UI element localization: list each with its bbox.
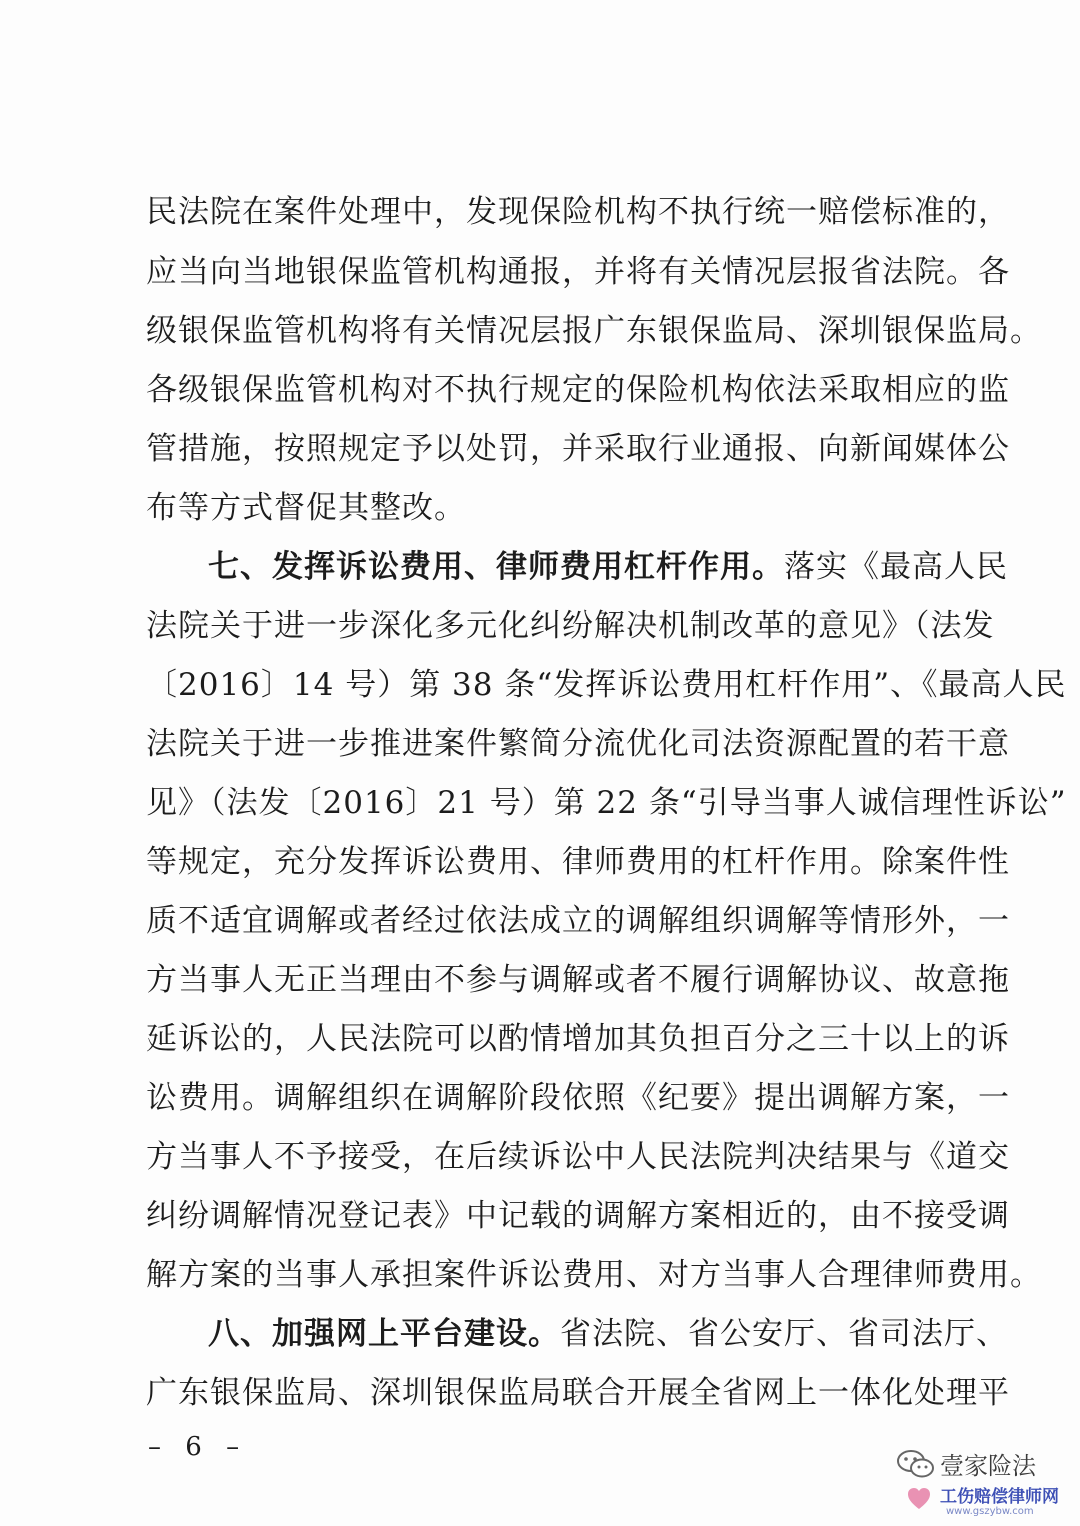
section-7-heading: 七、发挥诉讼费用、律师费用杠杆作用。 xyxy=(208,549,784,585)
watermark-title: 壹家险法 xyxy=(940,1452,1036,1480)
section-8-first-line-text: 省法院、省公安厅、省司法厅、 xyxy=(560,1316,1008,1352)
section-7-line: 法院关于进一步深化多元化纠纷解决机制改革的意见》（法发 xyxy=(146,608,995,644)
section-7-line: 法院关于进一步推进案件繁简分流优化司法资源配置的若干意 xyxy=(146,726,1010,762)
section-7-line: 〔2016〕14 号）第 38 条“发挥诉讼费用杠杆作用”、《最高人民 xyxy=(146,667,1067,703)
section-8-line: 广东银保监局、深圳银保监局联合开展全省网上一体化处理平 xyxy=(146,1375,1010,1411)
body-line-1: 民法院在案件处理中，发现保险机构不执行统一赔偿标准的， xyxy=(146,194,1010,230)
section-7-line: 纠纷调解情况登记表》中记载的调解方案相近的，由不接受调 xyxy=(146,1198,1010,1234)
heart-icon xyxy=(906,1486,932,1512)
section-8-first-line xyxy=(208,1314,1008,1354)
body-line-4: 各级银保监管机构对不执行规定的保险机构依法采取相应的监 xyxy=(146,372,1010,408)
body-line-6: 布等方式督促其整改。 xyxy=(146,490,466,526)
section-7-line: 见》（法发〔2016〕21 号）第 22 条“引导当事人诚信理性诉讼” xyxy=(146,785,1067,821)
section-7-line: 讼费用。调解组织在调解阶段依照《纪要》提出调解方案，一 xyxy=(146,1080,1010,1116)
section-7-line: 方当事人不予接受，在后续诉讼中人民法院判决结果与《道交 xyxy=(146,1139,1010,1175)
wechat-icon xyxy=(896,1448,936,1480)
body-line-3: 级银保监管机构将有关情况层报广东银保监局、深圳银保监局。 xyxy=(146,313,1042,349)
section-7-line: 方当事人无正当理由不参与调解或者不履行调解协议、故意拖 xyxy=(146,962,1010,998)
page-number: – 6 – xyxy=(148,1432,248,1462)
section-8-heading: 八、加强网上平台建设。 xyxy=(208,1316,560,1352)
section-7-line: 解方案的当事人承担案件诉讼费用、对方当事人合理律师费用。 xyxy=(146,1257,1042,1293)
section-7-first-line xyxy=(208,547,1008,587)
watermark-subtitle: 工伤赔偿律师网 xyxy=(940,1487,1059,1507)
section-7-line: 等规定，充分发挥诉讼费用、律师费用的杠杆作用。除案件性 xyxy=(146,844,1010,880)
body-line-5: 管措施，按照规定予以处罚，并采取行业通报、向新闻媒体公 xyxy=(146,431,1010,467)
section-7-first-line-text: 落实《最高人民 xyxy=(784,549,1008,585)
watermark-url: www.gszybw.com xyxy=(946,1506,1034,1517)
watermark xyxy=(896,1446,1076,1522)
section-7-line: 质不适宜调解或者经过依法成立的调解组织调解等情形外，一 xyxy=(146,903,1010,939)
section-7-line: 延诉讼的，人民法院可以酌情增加其负担百分之三十以上的诉 xyxy=(146,1021,1010,1057)
body-line-2: 应当向当地银保监管机构通报，并将有关情况层报省法院。各 xyxy=(146,254,1010,290)
